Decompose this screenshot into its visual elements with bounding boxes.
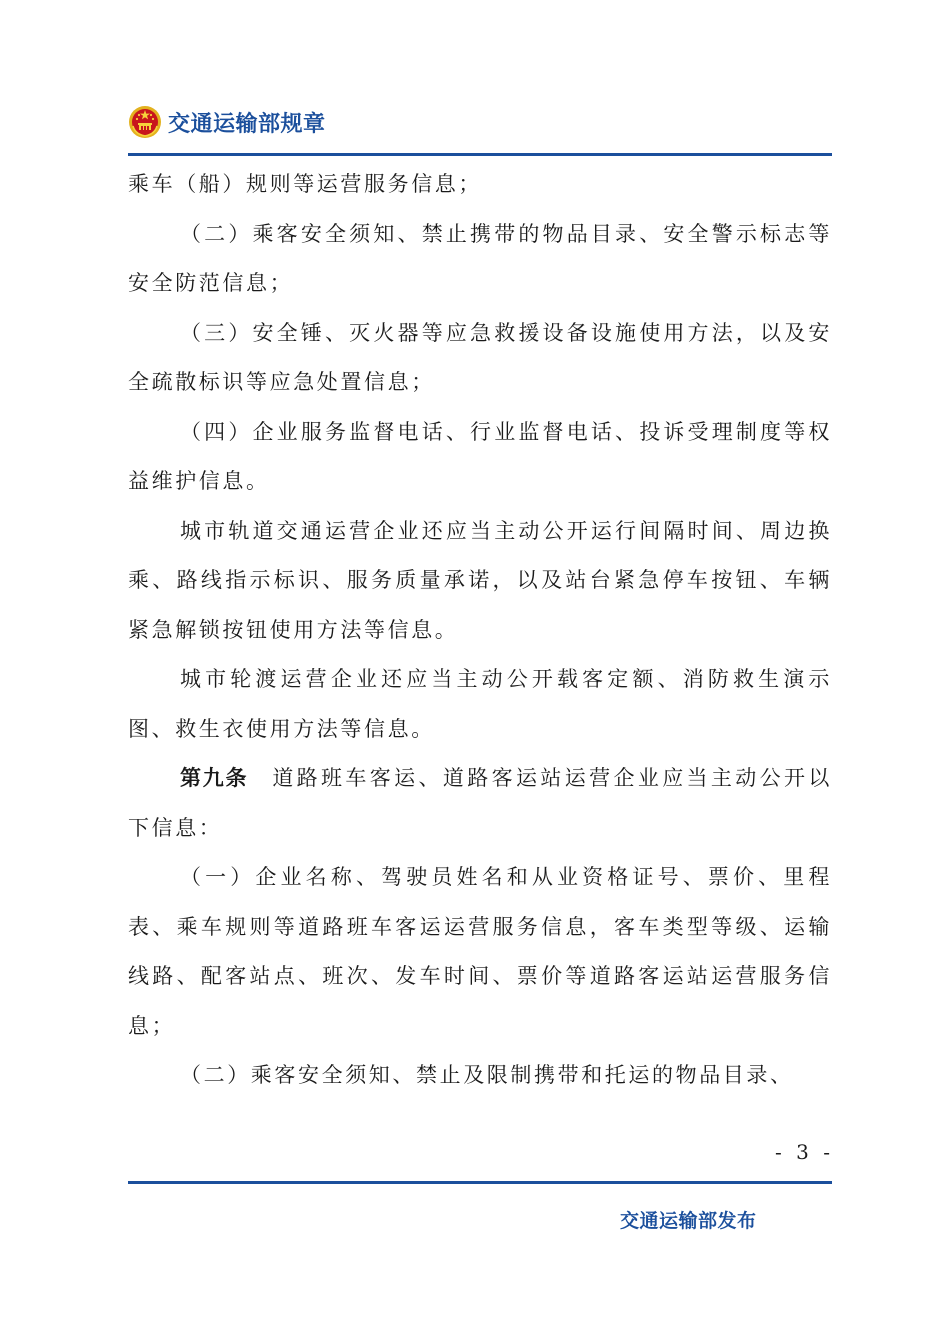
- article-text: 道路班车客运、道路客运站运营企业应当主动公开以下信息：: [128, 766, 832, 840]
- header-divider: [128, 153, 832, 156]
- paragraph: （三）安全锤、灭火器等应急救援设备设施使用方法，以及安全疏散标识等应急处置信息；: [128, 320, 832, 394]
- footer-publisher: 交通运输部发布: [620, 1210, 757, 1232]
- paragraph: 城市轨道交通运营企业还应当主动公开运行间隔时间、周边换乘、路线指示标识、服务质量承诺，以及站台紧急停车按钮、车辆紧急解锁按钮使用方法等信息。: [128, 518, 832, 642]
- paragraph: （二）乘客安全须知、禁止携带的物品目录、安全警示标志等安全防范信息；: [128, 221, 832, 295]
- paragraph: （四）企业服务监督电话、行业监督电话、投诉受理制度等权益维护信息。: [128, 419, 832, 493]
- page-number: - 3 -: [775, 1140, 834, 1164]
- list-item: （一）企业名称、驾驶员姓名和从业资格证号、票价、里程表、乘车规则等道路班车客运运营服务信息，客车类型等级、运输线路、配客站点、班次、发车时间、票价等道路客运站运营服务信息；: [128, 865, 832, 1038]
- footer-divider: [128, 1181, 832, 1184]
- list-item: （二）乘客安全须知、禁止及限制携带和托运的物品目录、: [180, 1063, 794, 1087]
- article-heading: 第九条: [180, 766, 249, 790]
- document-body: [128, 160, 832, 1101]
- article-paragraph: [128, 754, 832, 853]
- header-title: 交通运输部规章: [168, 111, 326, 137]
- paragraph: 乘车（船）规则等运营服务信息；: [128, 172, 482, 196]
- page-header: [128, 100, 326, 144]
- national-emblem-icon: [128, 105, 162, 139]
- paragraph: 城市轮渡运营企业还应当主动公开载客定额、消防救生演示图、救生衣使用方法等信息。: [128, 667, 832, 741]
